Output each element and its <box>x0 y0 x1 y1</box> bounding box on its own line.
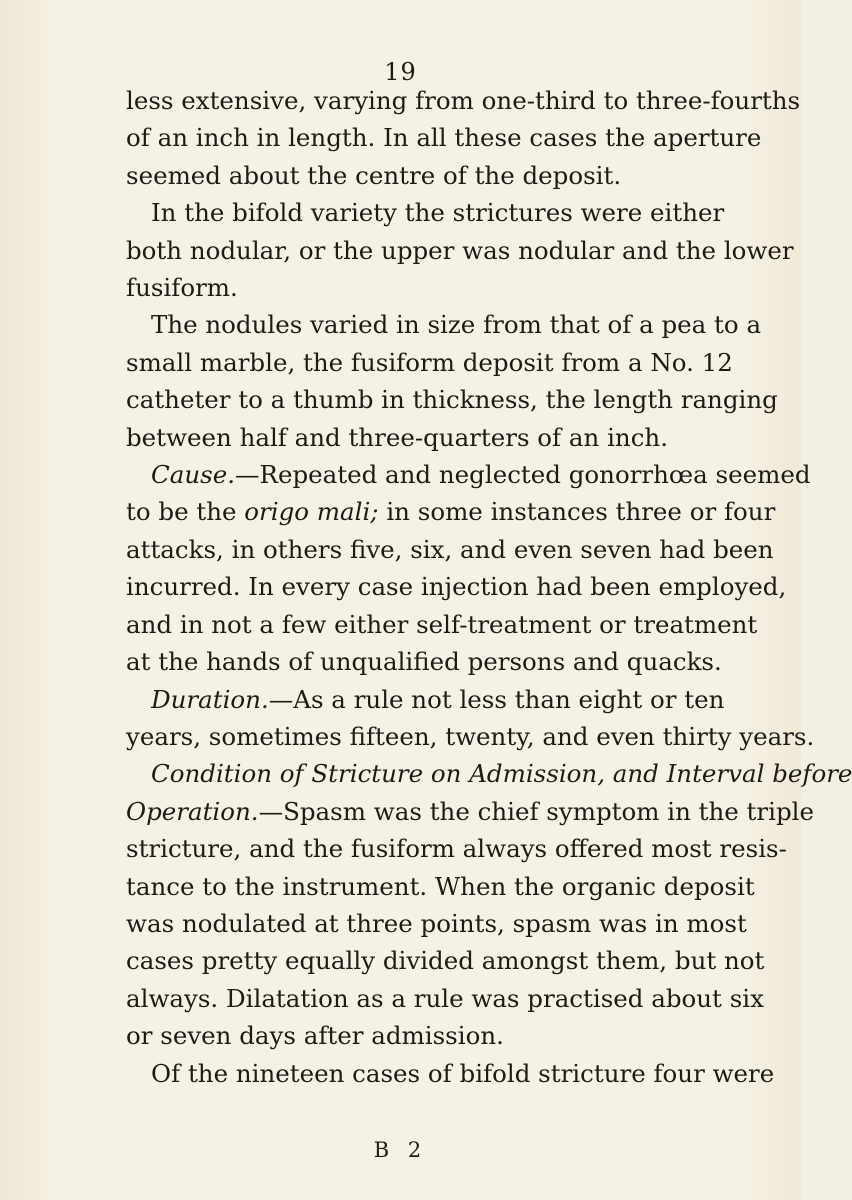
latin-phrase: origo mali; <box>244 497 379 527</box>
text-line: small marble, the fusiform deposit from a No. 12 <box>126 347 733 377</box>
text-line: The nodules varied in size from that of a pea to a <box>151 310 762 340</box>
text-line: and in not a few either self-treatment or treatment <box>126 609 758 639</box>
text-line: stricture, and the fusiform always offered most resis- <box>126 834 787 864</box>
text-line <box>126 793 814 830</box>
page-body-text <box>126 82 852 1092</box>
text-line <box>126 456 811 493</box>
section-heading-cause: Cause. <box>151 460 235 490</box>
text-line <box>126 493 776 530</box>
text-line: of an inch in length. In all these cases the aperture <box>126 123 762 153</box>
text-line: tance to the instrument. When the organic deposit <box>126 871 755 901</box>
text-line: attacks, in others five, six, and even seven had been <box>126 534 774 564</box>
page-number: 19 <box>384 58 417 86</box>
text-line: catheter to a thumb in thickness, the length ranging <box>126 385 778 415</box>
text-line: In the bifold variety the strictures were either <box>151 198 725 228</box>
text-line: incurred. In every case injection had been employed, <box>126 572 787 602</box>
text-line: years, sometimes fifteen, twenty, and even thirty years. <box>126 721 815 751</box>
text-line: or seven days after admission. <box>126 1021 504 1051</box>
text-line: between half and three-quarters of an inch. <box>126 422 668 452</box>
text-line: both nodular, or the upper was nodular and the lower <box>126 235 794 265</box>
section-heading-operation: Operation. <box>126 796 259 826</box>
text-run: —Repeated and neglected gonorrhœa seemed <box>235 460 811 490</box>
text-line: Of the nineteen cases of bifold stricture four were <box>151 1058 775 1088</box>
text-line <box>126 755 852 792</box>
text-run: in some instances three or four <box>378 497 776 527</box>
text-line: at the hands of unqualified persons and quacks. <box>126 647 722 677</box>
section-heading-condition: Condition of Stricture on Admission, and Interval before <box>151 759 852 789</box>
text-line: cases pretty equally divided amongst them, but not <box>126 946 765 976</box>
text-line: fusiform. <box>126 273 238 303</box>
text-line <box>126 681 725 718</box>
text-run: —Spasm was the chief symptom in the triple <box>258 796 814 826</box>
text-line: was nodulated at three points, spasm was in most <box>126 908 747 938</box>
section-heading-duration: Duration. <box>151 684 269 714</box>
text-line: less extensive, varying from one-third to three-fourths <box>126 86 801 115</box>
signature-mark: B 2 <box>373 1138 428 1162</box>
text-line: always. Dilatation as a rule was practised about six <box>126 983 764 1013</box>
text-line: seemed about the centre of the deposit. <box>126 160 622 190</box>
text-run: —As a rule not less than eight or ten <box>268 684 725 714</box>
text-run: to be the <box>126 497 245 527</box>
